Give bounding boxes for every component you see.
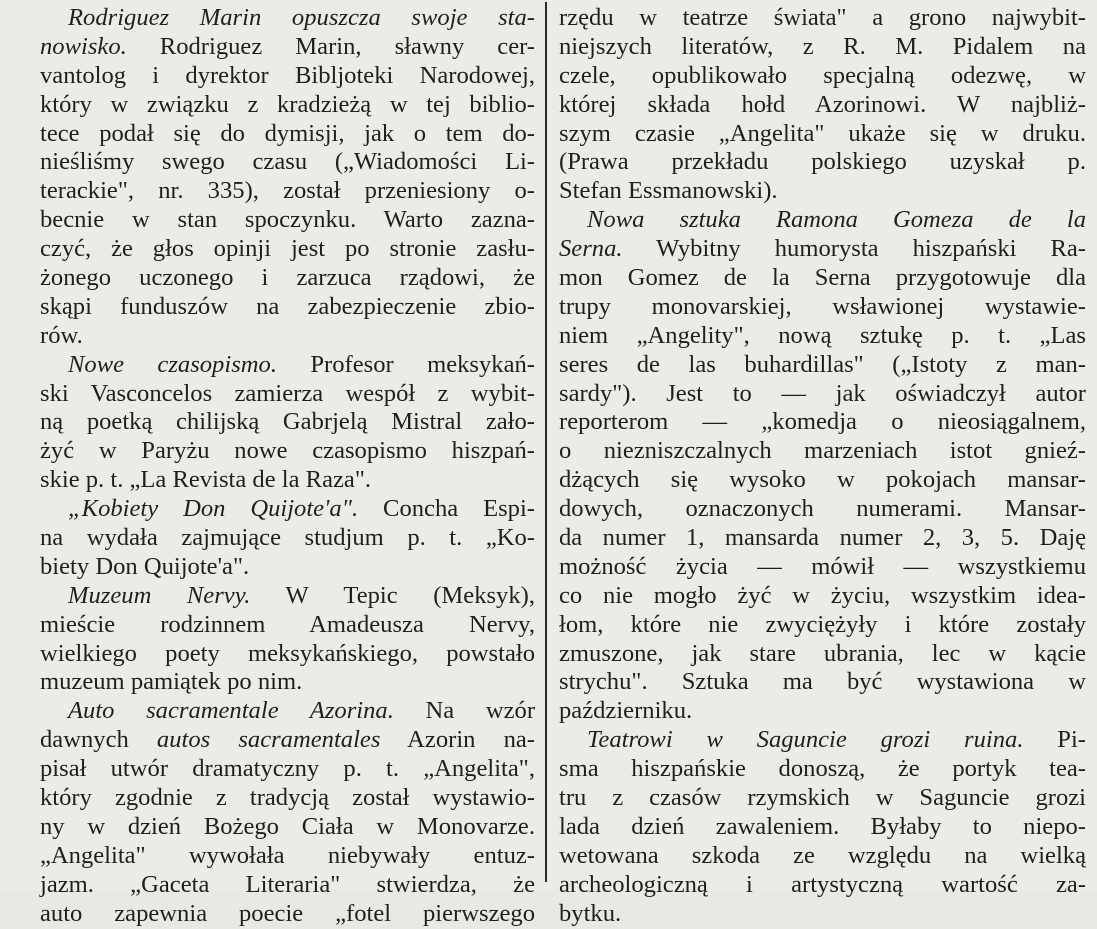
body-text: terackie", nr. 335), został przeniesiony o- (40, 177, 535, 205)
body-text: skie p. t. „La Revista de la Raza". (40, 466, 372, 494)
body-text: który w związku z kradzieżą w tej biblio- (40, 90, 535, 118)
italic-heading-text: Auto sacramentale Azorina. (68, 697, 394, 725)
text-line (40, 206, 535, 235)
body-text: Stefan Essmanowski). (559, 177, 778, 205)
text-line (559, 495, 1086, 524)
column-divider (545, 2, 547, 882)
body-text: Profesor meksykań- (276, 350, 535, 378)
body-text: nieśliśmy swego czasu („Wiadomości Li- (40, 148, 535, 176)
body-text: mon Gomez de la Serna przygotowuje dla (559, 264, 1086, 292)
text-line (559, 33, 1086, 62)
text-line (559, 755, 1086, 784)
body-text: skąpi funduszów na zabezpieczenie zbio- (40, 292, 535, 320)
text-line (40, 322, 535, 351)
text-line (40, 495, 535, 524)
text-line (40, 33, 535, 62)
body-text: rzędu w teatrze świata" a grono najwybit- (559, 4, 1086, 31)
text-line (40, 148, 535, 177)
text-line (559, 582, 1086, 611)
text-line (559, 322, 1086, 351)
body-text: lada dzień zawaleniem. Byłaby to niepo- (559, 812, 1086, 840)
body-text: czele, opublikowało specjalną odezwę, w (559, 61, 1086, 89)
body-text: wielkiego poety meksykańskiego, powstało (40, 639, 535, 667)
body-text: dowych, oznaczonych numerami. Mansar- (559, 495, 1086, 523)
body-text: dawnych (40, 726, 157, 754)
italic-heading-text: Nowa sztuka Ramona Gomeza de la (587, 206, 1086, 234)
text-line (40, 813, 535, 842)
body-text: reporterom — „komedja o nieosiągalnem, (559, 408, 1086, 436)
text-line (40, 380, 535, 409)
body-text: rów. (40, 321, 83, 349)
body-text: becnie w stan spoczynku. Warto zazna- (40, 206, 535, 234)
text-line (559, 264, 1086, 293)
text-line (559, 842, 1086, 871)
text-line (559, 813, 1086, 842)
text-line (40, 900, 535, 929)
text-line (40, 871, 535, 900)
text-line (40, 437, 535, 466)
text-line (40, 553, 535, 582)
text-line (559, 380, 1086, 409)
italic-heading-text: „Kobiety Don Quijote'a". (68, 495, 359, 523)
body-text: dżących się wysoko w pokojach mansar- (559, 466, 1086, 494)
text-line (559, 120, 1086, 149)
text-line (40, 466, 535, 495)
body-text: ną poetką chilijską Gabrjelą Mistral zało- (40, 408, 535, 436)
text-line (40, 611, 535, 640)
article-column-right (559, 4, 1086, 929)
body-text: tru z czasów rzymskich w Saguncie grozi (559, 784, 1086, 812)
text-line (40, 235, 535, 264)
text-line (559, 871, 1086, 900)
text-line (40, 582, 535, 611)
body-text: bytku. (559, 899, 622, 927)
text-line (40, 784, 535, 813)
body-text: strychu". Sztuka ma być wystawiona w (559, 668, 1086, 696)
body-text: archeologiczną i artystyczną wartość za- (559, 870, 1086, 898)
body-text: żyć w Paryżu nowe czasopismo hiszpań- (40, 437, 535, 465)
body-text: vantolog i dyrektor Bibljoteki Narodowej, (40, 61, 535, 89)
body-text: tece podał się do dymisji, jak o tem do- (40, 119, 535, 147)
article-column-left (40, 4, 535, 929)
text-line (559, 408, 1086, 437)
text-line (40, 62, 535, 91)
text-line (559, 524, 1086, 553)
italic-heading-text: Teatrowi w Saguncie grozi ruina. (587, 726, 1024, 754)
text-line (559, 611, 1086, 640)
text-line (559, 351, 1086, 380)
body-text: mieście rodzinnem Amadeusza Nervy, (40, 610, 535, 638)
text-line (40, 640, 535, 669)
body-text: sardy"). Jest to — jak oświadczył autor (559, 379, 1086, 407)
text-line (40, 668, 535, 697)
text-line (559, 726, 1086, 755)
text-line (559, 235, 1086, 264)
italic-heading-text: nowisko. (40, 32, 127, 60)
text-line (559, 640, 1086, 669)
body-text: (Prawa przekładu polskiego uzyskał p. (559, 148, 1086, 176)
body-text: co nie mogło żyć w życiu, wszystkim idea- (559, 581, 1086, 609)
text-line (40, 524, 535, 553)
body-text: o niezniszczalnych marzeniach istot gnieź- (559, 437, 1086, 465)
text-line (559, 177, 1086, 206)
text-line (559, 697, 1086, 726)
italic-heading-text: Serna. (559, 235, 623, 263)
text-line (40, 177, 535, 206)
body-text: Pi- (1023, 726, 1086, 754)
body-text: październiku. (559, 697, 693, 725)
text-line (559, 668, 1086, 697)
italic-heading-text: Muzeum Nervy. (68, 581, 251, 609)
text-line (40, 120, 535, 149)
body-text: ski Vasconcelos zamierza wespół z wybit- (40, 379, 535, 407)
body-text: jazm. „Gaceta Literaria" stwierdza, że (40, 870, 535, 898)
body-text: niem „Angelity", nową sztukę p. t. „Las (559, 321, 1086, 349)
text-line (559, 900, 1086, 929)
body-text: której składa hołd Azorinowi. W najbliż- (559, 90, 1086, 118)
body-text: Azorin na- (380, 726, 535, 754)
text-line (40, 91, 535, 120)
text-line (559, 4, 1086, 33)
body-text: Wybitny humorysta hiszpański Ra- (622, 235, 1086, 263)
body-text: możność życia — mówił — wszystkiemu (559, 552, 1086, 580)
text-line (559, 466, 1086, 495)
body-text: W Tepic (Meksyk), (250, 581, 535, 609)
text-line (40, 293, 535, 322)
body-text: „Angelita" wywołała niebywały entuz- (40, 841, 535, 869)
text-line (40, 842, 535, 871)
text-line (40, 4, 535, 33)
text-line (559, 206, 1086, 235)
text-line (40, 726, 535, 755)
text-line (559, 91, 1086, 120)
text-line (40, 408, 535, 437)
body-text: muzeum pamiątek po nim. (40, 668, 303, 696)
body-text: łom, które nie zwyciężyły i które zostały (559, 610, 1086, 638)
text-line (559, 553, 1086, 582)
body-text: biety Don Quijote'a". (40, 552, 250, 580)
text-line (40, 755, 535, 784)
body-text: auto zapewnia poecie „fotel pierwszego (40, 899, 535, 927)
body-text: żonego uczonego i zarzuca rządowi, że (40, 264, 535, 292)
body-text: Concha Espi- (358, 495, 535, 523)
text-line (559, 293, 1086, 322)
body-text: trupy monovarskiej, wsławionej wystawie- (559, 292, 1086, 320)
body-text: niejszych literatów, z R. M. Pidalem na (559, 32, 1086, 60)
body-text: seres de las buhardillas" („Istoty z man- (559, 350, 1086, 378)
body-text: Rodriguez Marin, sławny cer- (126, 32, 535, 60)
text-line (559, 437, 1086, 466)
text-line (40, 351, 535, 380)
text-line (40, 264, 535, 293)
body-text: pisał utwór dramatyczny p. t. „Angelita", (40, 755, 535, 783)
body-text: szym czasie „Angelita" ukaże się w druku. (559, 119, 1086, 147)
body-text: Na wzór (393, 697, 536, 725)
text-line (559, 62, 1086, 91)
body-text: na wydała zajmujące studjum p. t. „Ko- (40, 524, 535, 552)
italic-heading-text: Nowe czasopismo. (68, 350, 277, 378)
italic-heading-text: autos sacramentales (156, 726, 381, 754)
body-text: ny w dzień Bożego Ciała w Monovarze. (40, 812, 535, 840)
body-text: zmuszone, jak stare ubrania, lec w kącie (559, 639, 1086, 667)
italic-heading-text: Rodriguez Marin opuszcza swoje sta- (68, 4, 535, 31)
text-line (559, 784, 1086, 813)
body-text: da numer 1, mansarda numer 2, 3, 5. Daję (559, 524, 1086, 552)
text-line (40, 697, 535, 726)
body-text: który zgodnie z tradycją został wystawio- (40, 784, 535, 812)
body-text: czyć, że głos opinji jest po stronie zasłu- (40, 235, 535, 263)
body-text: wetowana szkoda ze względu na wielką (559, 841, 1086, 869)
text-line (559, 148, 1086, 177)
body-text: sma hiszpańskie donoszą, że portyk tea- (559, 755, 1086, 783)
